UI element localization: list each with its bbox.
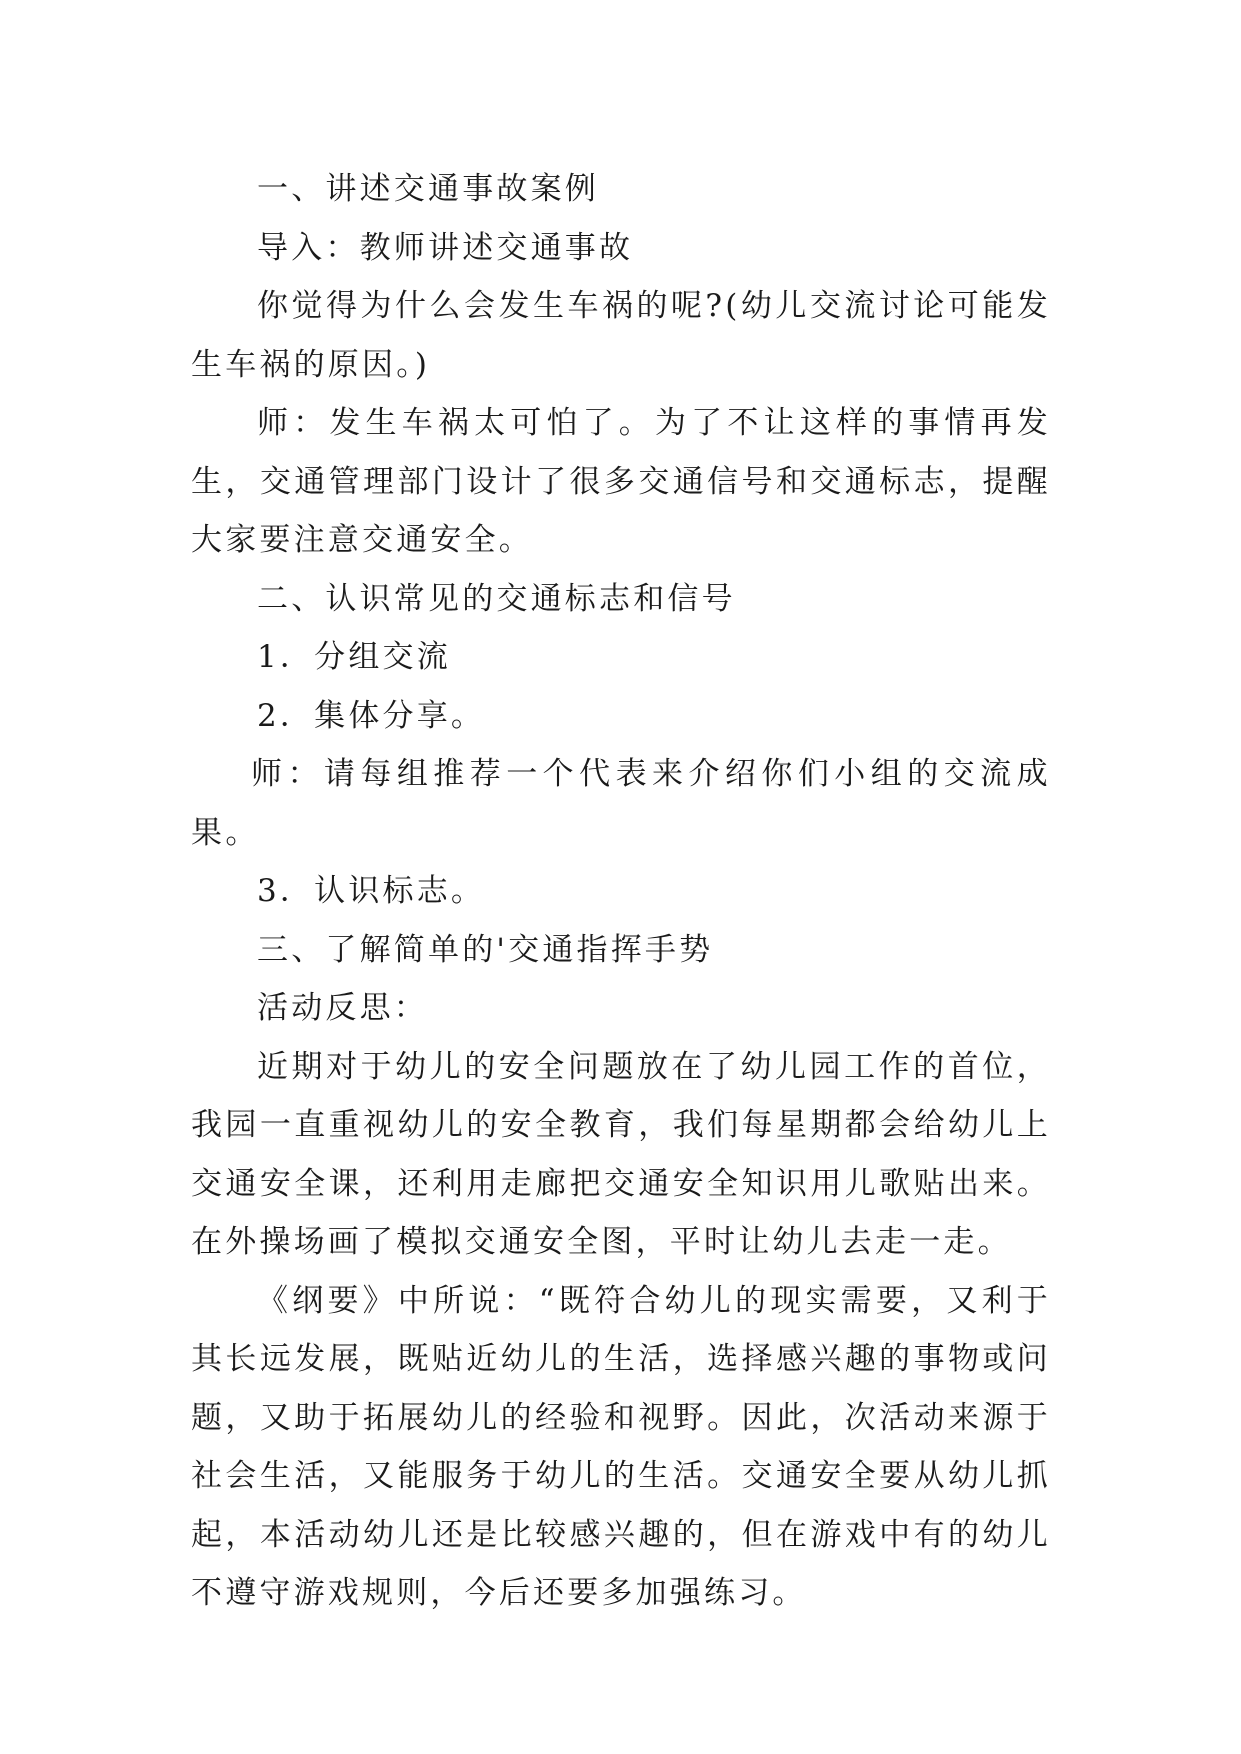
reflection-heading: 活动反思：	[257, 990, 428, 1026]
intro-line: 导入：教师讲述交通事故	[257, 229, 634, 266]
section-heading-3: 三、了解简单的'交通指挥手势	[257, 931, 714, 968]
step-item-3: 3．认识标志。	[257, 873, 486, 909]
document-body	[191, 160, 1051, 1623]
step-item-2: 2．集体分享。	[257, 697, 486, 734]
reflection-paragraph-2: 《纲要》中所说：“既符合幼儿的现实需要，又利于其长远发展，既贴近幼儿的生活，选择感兴趣的事物或问题，又助于拓展幼儿的经验和视野。因此，次活动来源于社会生活，又能服务于幼儿的生活。交通安全要从幼儿抓起，本活动幼儿还是比较感兴趣的，但在游戏中有的幼儿不遵守游戏规则，今后还要多加强练习。	[191, 1282, 1051, 1611]
step-item-1: 1．分组交流	[257, 639, 451, 675]
section-heading-1: 一、讲述交通事故案例	[257, 171, 599, 207]
reflection-paragraph-1: 近期对于幼儿的安全问题放在了幼儿园工作的首位，我园一直重视幼儿的安全教育，我们每星期都会给幼儿上交通安全课，还利用走廊把交通安全知识用儿歌贴出来。在外操场画了模拟交通安全图，平时让幼儿去走一走。	[191, 1048, 1051, 1260]
question-paragraph: 你觉得为什么会发生车祸的呢?(幼儿交流讨论可能发生车祸的原因。)	[191, 288, 1051, 383]
teacher-instruction: 师：请每组推荐一个代表来介绍你们小组的交流成果。	[191, 756, 1051, 851]
section-heading-2: 二、认识常见的交通标志和信号	[257, 580, 736, 617]
teacher-remark-paragraph: 师：发生车祸太可怕了。为了不让这样的事情再发生，交通管理部门设计了很多交通信号和交通标志，提醒大家要注意交通安全。	[191, 405, 1051, 558]
